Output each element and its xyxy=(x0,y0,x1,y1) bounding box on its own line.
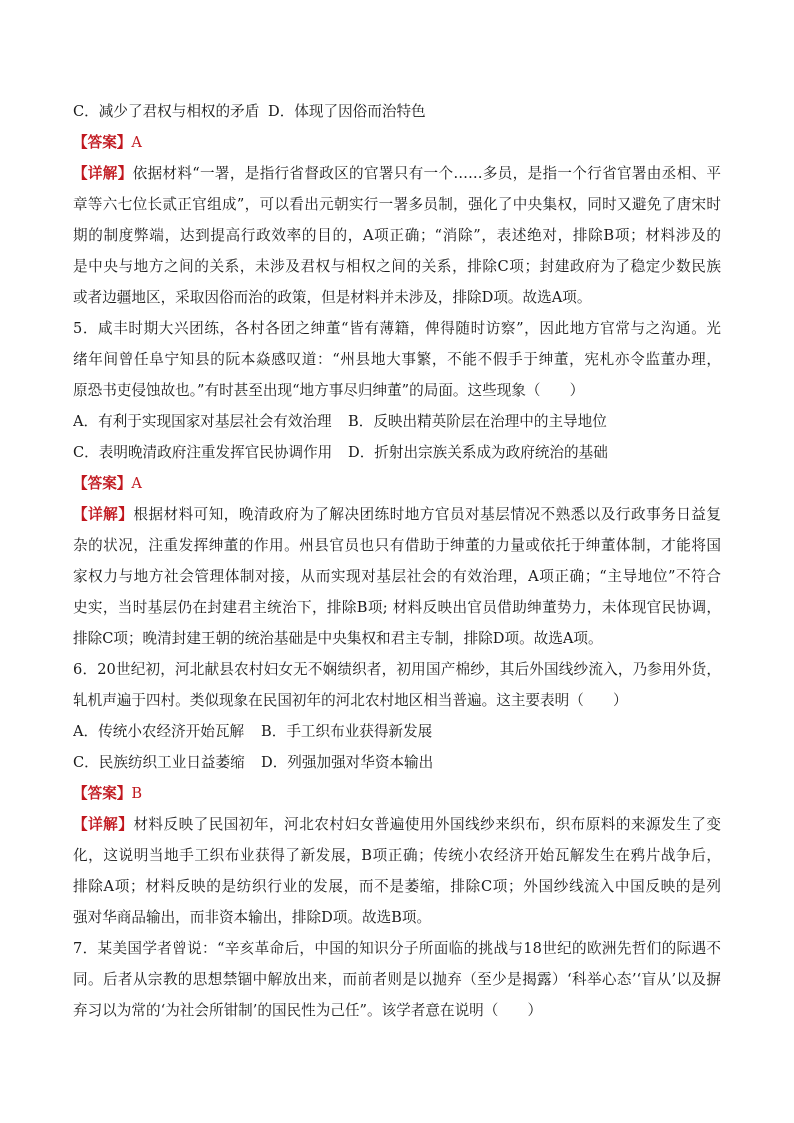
q7-stem-line-2: 同。后者从宗教的思想禁锢中解放出来，而前者则是以抛弃（至少是揭露）‘科举心态’‘盲从’以及摒 xyxy=(73,971,721,988)
q5-option-d[interactable]: D．折射出宗族关系成为政府统治的基础 xyxy=(348,444,608,461)
q4-detail-line-5: 或者边疆地区，采取因俗而治的政策，但是材料并未涉及，排除D项。故选A项。 xyxy=(73,289,592,306)
q6-detail-text: 材料反映了民国初年，河北农村妇女普遍使用外国线纱来织布，织布原料的来源发生了变 xyxy=(133,816,721,833)
q6-options-row-2 xyxy=(73,747,721,778)
q4-option-c[interactable]: C．减少了君权与相权的矛盾 xyxy=(73,103,260,120)
q5-answer-value: A xyxy=(131,475,142,492)
q6-detail-line-3: 排除A项；材料反映的是纺织行业的发展，而不是萎缩，排除C项；外国纱线流入中国反映的是列 xyxy=(73,878,721,895)
q5-option-b[interactable]: B．反映出精英阶层在治理中的主导地位 xyxy=(348,413,607,430)
q6-detail-line-1 xyxy=(73,809,721,840)
q6-option-b[interactable]: B．手工织布业获得新发展 xyxy=(261,723,433,740)
q6-answer xyxy=(73,778,721,809)
q6-answer-value: B xyxy=(131,785,143,802)
q5-options-row-1 xyxy=(73,406,721,437)
q4-answer xyxy=(73,127,721,158)
q7-stem-line-3: 弃习以为常的‘为社会所钳制’的国民性为己任”。该学者意在说明（ ） xyxy=(73,1002,543,1019)
q5-detail-text: 根据材料可知，晚清政府为了解决团练时地方官员对基层情况不熟悉以及行政事务日益复 xyxy=(133,506,721,523)
q7-stem-line-1: 7．某美国学者曾说：“辛亥革命后，中国的知识分子所面临的挑战与18世纪的欧洲先哲们的际遇不 xyxy=(73,940,721,957)
q4-detail-line-1 xyxy=(73,158,721,189)
q5-detail-line-5: 排除C项；晚清封建王朝的统治基础是中央集权和君主专制，排除D项。故选A项。 xyxy=(73,630,603,647)
q4-options-row-2 xyxy=(73,96,721,127)
q5-answer xyxy=(73,468,721,499)
q6-detail-line-4: 强对华商品输出，而非资本输出，排除D项。故选B项。 xyxy=(73,909,432,926)
detail-tag: 【详解】 xyxy=(73,506,134,523)
q4-detail-text: 依据材料“一署，是指行省督政区的官署只有一个……多员，是指一个行省官署由丞相、平 xyxy=(132,165,721,182)
q6-option-d[interactable]: D．列强加强对华资本输出 xyxy=(261,754,434,771)
q5-option-c[interactable]: C．表明晚清政府注重发挥官民协调作用 xyxy=(73,444,333,461)
q6-stem-line-1: 6．20世纪初，河北献县农村妇女无不娴绩织者，初用国产棉纱，其后外国线纱流入，乃参用外货， xyxy=(73,661,721,678)
q5-option-a[interactable]: A．有利于实现国家对基层社会有效治理 xyxy=(73,413,332,430)
q4-option-d[interactable]: D．体现了因俗而治特色 xyxy=(268,103,426,120)
q6-options-row-1 xyxy=(73,716,721,747)
answer-tag: 【答案】 xyxy=(73,785,132,802)
q5-stem-line-3: 原恐书吏侵蚀故也。”有时甚至出现“地方事尽归绅董”的局面。这些现象（ ） xyxy=(73,382,585,399)
q4-detail-line-4: 是中央与地方之间的关系，未涉及君权与相权之间的关系，排除C项；封建政府为了稳定少数民族 xyxy=(73,258,721,275)
q6-detail-line-2: 化，这说明当地手工织布业获得了新发展，B项正确；传统小农经济开始瓦解发生在鸦片战争后， xyxy=(73,847,721,864)
q5-detail-line-3: 家权力与地方社会管理体制对接，从而实现对基层社会的有效治理，A项正确；“主导地位”不符合 xyxy=(73,568,721,585)
q5-detail-line-2: 杂的状况，注重发挥绅董的作用。州县官员也只有借助于绅董的力量或依托于绅董体制，才能将国 xyxy=(73,537,721,554)
detail-tag: 【详解】 xyxy=(73,816,134,833)
document-content xyxy=(73,96,721,1026)
detail-tag: 【详解】 xyxy=(73,165,133,182)
answer-tag: 【答案】 xyxy=(73,475,132,492)
q6-option-a[interactable]: A．传统小农经济开始瓦解 xyxy=(73,723,245,740)
q4-detail-line-2: 章等六七位长贰正官组成”，可以看出元朝实行一署多员制，强化了中央集权，同时又避免了唐宋时 xyxy=(73,196,721,213)
q4-answer-value: A xyxy=(131,134,142,151)
q5-detail-line-1 xyxy=(73,499,721,530)
q5-stem-line-1: 5．咸丰时期大兴团练，各村各团之绅董“皆有薄籍，俾得随时访察”，因此地方官常与之沟通。光 xyxy=(73,320,721,337)
q4-detail-line-3: 期的制度弊端，达到提高行政效率的目的，A项正确；“消除”，表述绝对，排除B项；材料涉及的 xyxy=(73,227,721,244)
q6-option-c[interactable]: C．民族纺织工业日益萎缩 xyxy=(73,754,245,771)
q6-stem-line-2: 轧机声遍于四村。类似现象在民国初年的河北农村地区相当普遍。这主要表明（ ） xyxy=(73,692,628,709)
q5-stem-line-2: 绪年间曾任阜宁知县的阮本焱感叹道：“州县地大事繁，不能不假手于绅董，宪札亦令监董办理， xyxy=(73,351,721,368)
q5-detail-line-4: 史实，当时基层仍在封建君主统治下，排除B项; 材料反映出官员借助绅董势力，未体现官民协调， xyxy=(73,599,721,616)
answer-tag: 【答案】 xyxy=(73,134,132,151)
q5-options-row-2 xyxy=(73,437,721,468)
